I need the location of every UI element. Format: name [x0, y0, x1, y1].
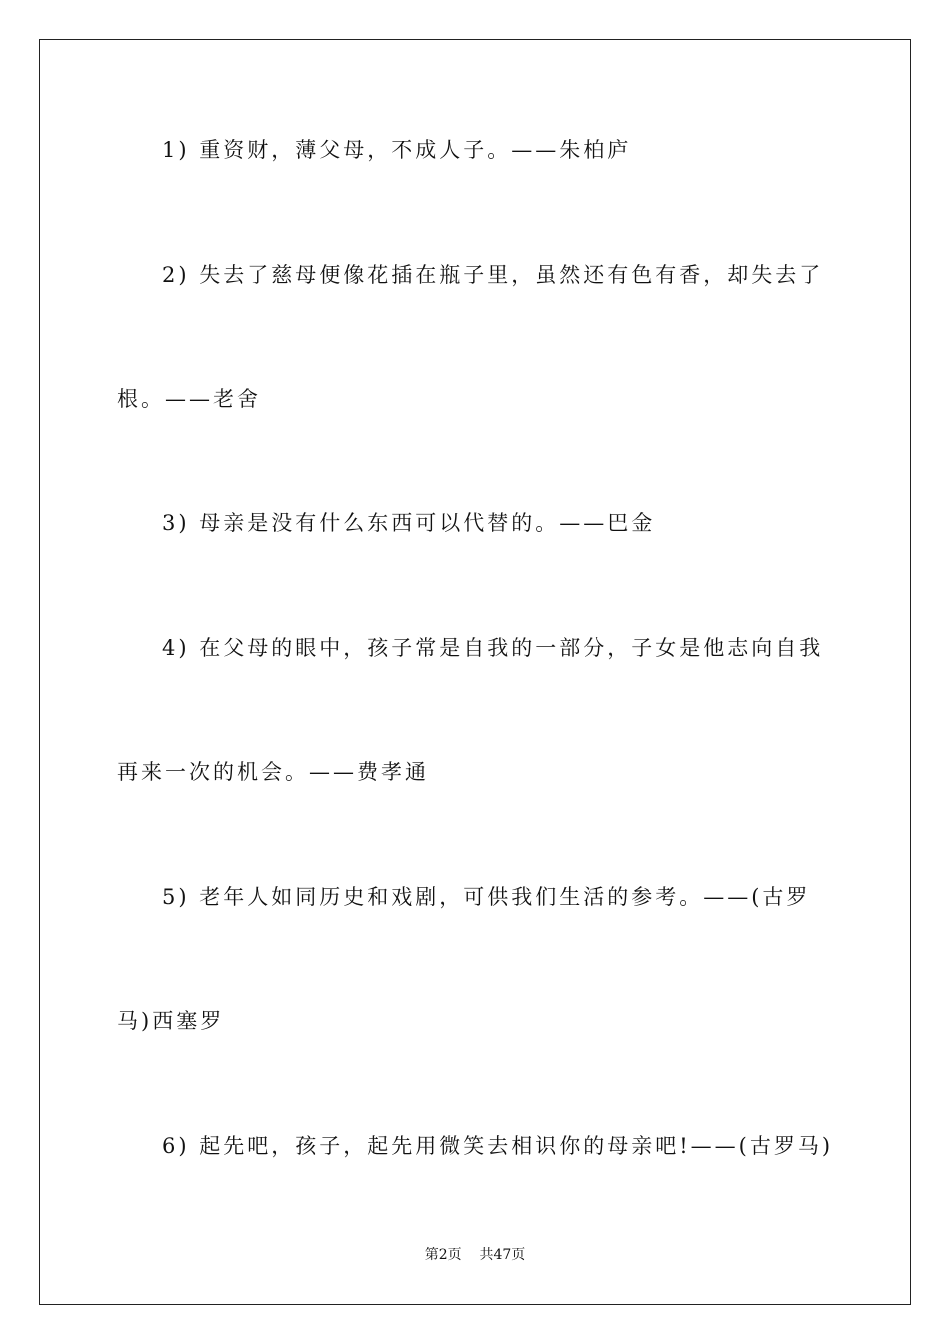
page-number: 第2页 [424, 1247, 462, 1263]
quote-line-4: 4) 在父母的眼中，孩子常是自我的一部分，子女是他志向自我 [162, 636, 824, 660]
page-footer [0, 1246, 950, 1264]
quote-line-3: 3) 母亲是没有什么东西可以代替的。——巴金 [162, 511, 656, 535]
page-total: 共47页 [479, 1247, 526, 1263]
quote-line-1: 1) 重资财，薄父母，不成人子。——朱柏庐 [162, 138, 632, 162]
quote-line-5-cont: 马)西塞罗 [117, 1009, 225, 1033]
quote-line-2: 2) 失去了慈母便像花插在瓶子里，虽然还有色有香，却失去了 [162, 263, 824, 287]
quote-line-6: 6) 起先吧，孩子，起先用微笑去相识你的母亲吧!——(古罗马) [162, 1134, 834, 1158]
page-frame [39, 39, 911, 1305]
quote-line-2-cont: 根。——老舍 [117, 387, 261, 411]
quote-line-5: 5) 老年人如同历史和戏剧，可供我们生活的参考。——(古罗 [162, 885, 811, 909]
quote-line-4-cont: 再来一次的机会。——费孝通 [117, 760, 429, 784]
